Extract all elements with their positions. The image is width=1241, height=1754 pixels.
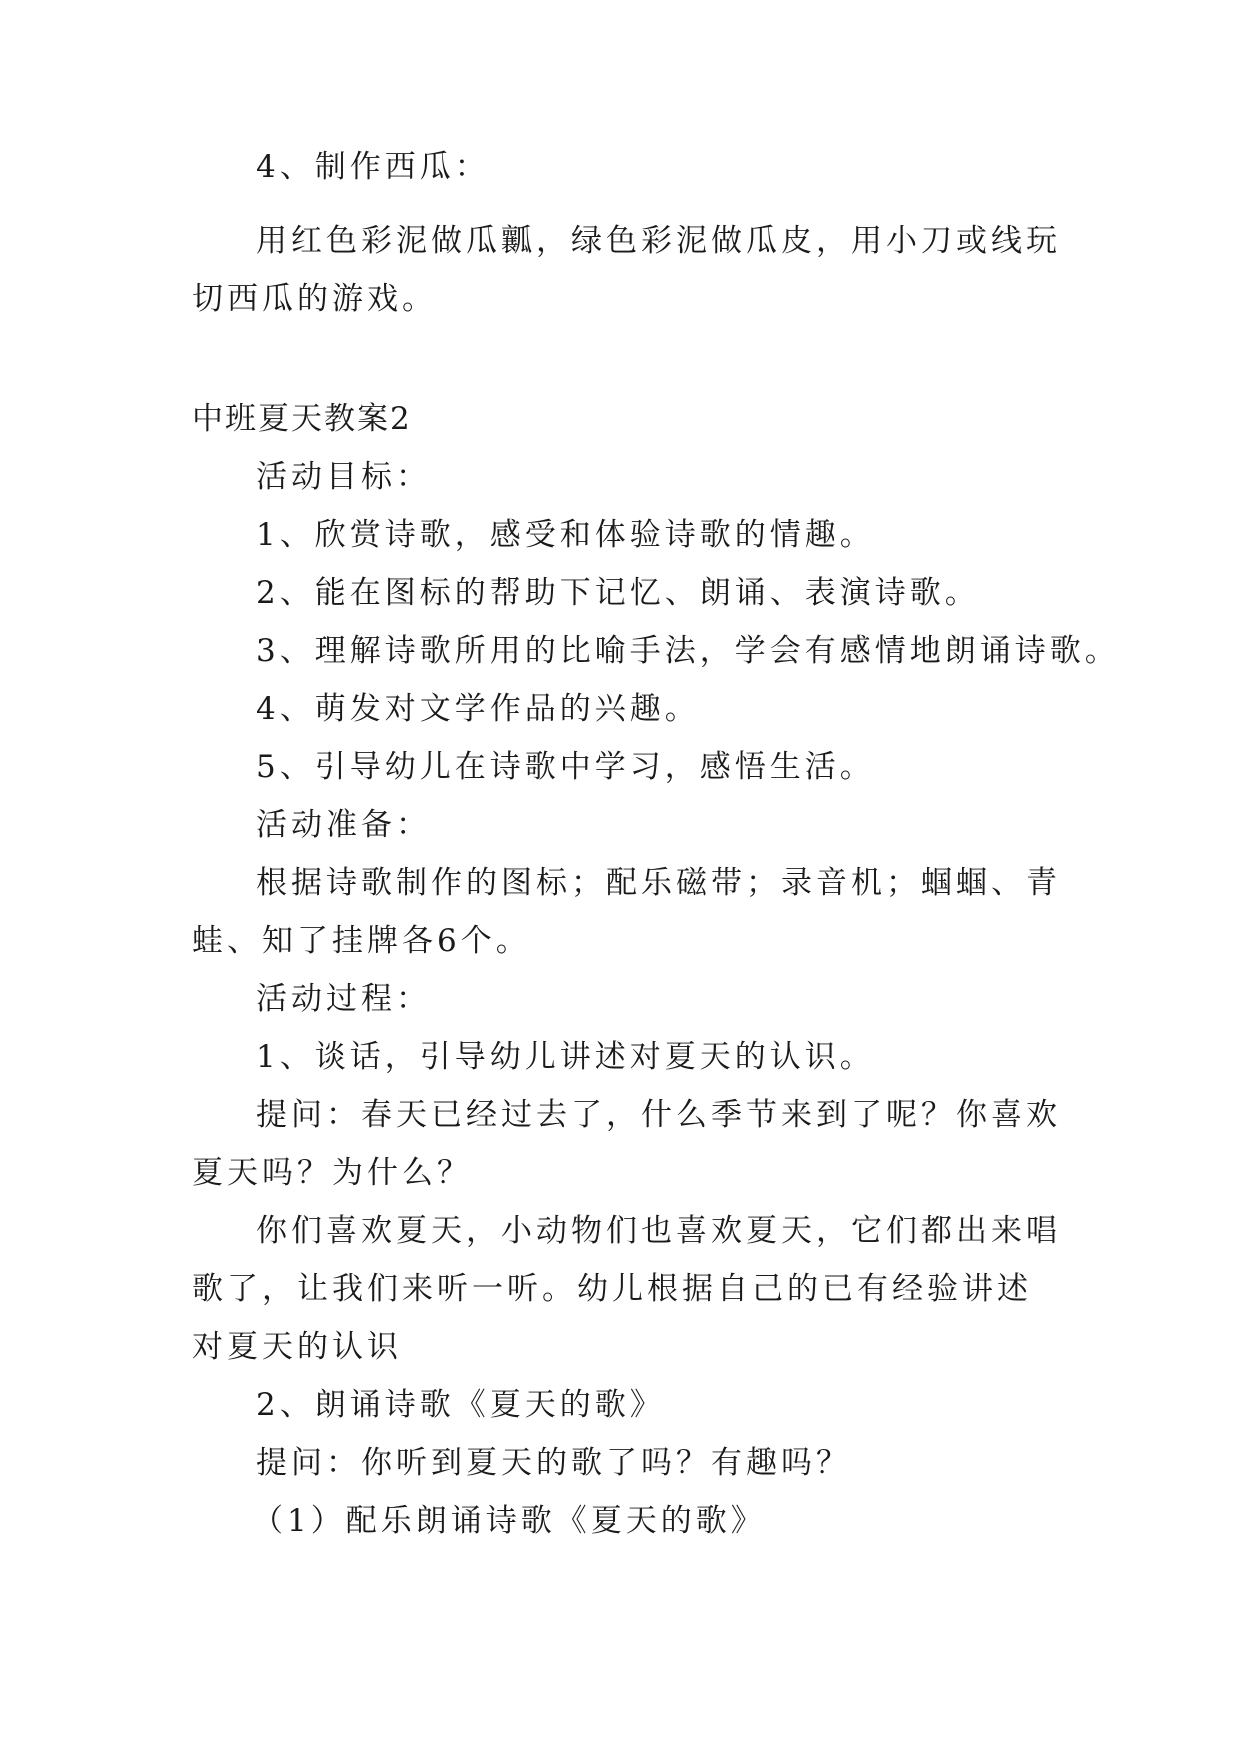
- paragraph-goal-4: 4、萌发对文学作品的兴趣。: [256, 691, 700, 727]
- paragraph-goal-3: 3、理解诗歌所用的比喻手法，学会有感情地朗诵诗歌。: [256, 633, 1120, 669]
- paragraph-prep-items: 根据诗歌制作的图标；配乐磁带；录音机；蝈蝈、青蛙、知了挂牌各6个。: [192, 865, 1061, 959]
- paragraph-process-label: 活动过程：: [256, 981, 431, 1017]
- paragraph-question-2: 提问：你听到夏天的歌了吗？有趣吗？: [256, 1445, 851, 1481]
- paragraph-goal-1: 1、欣赏诗歌，感受和体验诗歌的情趣。: [256, 517, 875, 553]
- paragraph-process-1: 1、谈话，引导幼儿讲述对夏天的认识。: [256, 1039, 875, 1075]
- paragraph-goals-label: 活动目标：: [256, 459, 431, 495]
- paragraph-step-4: 4、制作西瓜：: [256, 149, 490, 185]
- paragraph-sub-step-1: （1）配乐朗诵诗歌《夏天的歌》: [252, 1503, 766, 1539]
- section-heading: 中班夏天教案2: [192, 401, 412, 437]
- paragraph-process-2: 2、朗诵诗歌《夏天的歌》: [256, 1387, 665, 1423]
- paragraph-goal-2: 2、能在图标的帮助下记忆、朗诵、表演诗歌。: [256, 575, 980, 611]
- paragraph-goal-5: 5、引导幼儿在诗歌中学习，感悟生活。: [256, 749, 875, 785]
- paragraph-question-1: 提问：春天已经过去了，什么季节来到了呢？你喜欢夏天吗？为什么？: [192, 1097, 1061, 1191]
- paragraph-discussion: 你们喜欢夏天，小动物们也喜欢夏天，它们都出来唱歌了，让我们来听一听。幼儿根据自己的已有经验讲述对夏天的认识: [192, 1213, 1061, 1365]
- paragraph-watermelon-desc: 用红色彩泥做瓜瓤，绿色彩泥做瓜皮，用小刀或线玩切西瓜的游戏。: [192, 223, 1061, 317]
- paragraph-prep-label: 活动准备：: [256, 807, 431, 843]
